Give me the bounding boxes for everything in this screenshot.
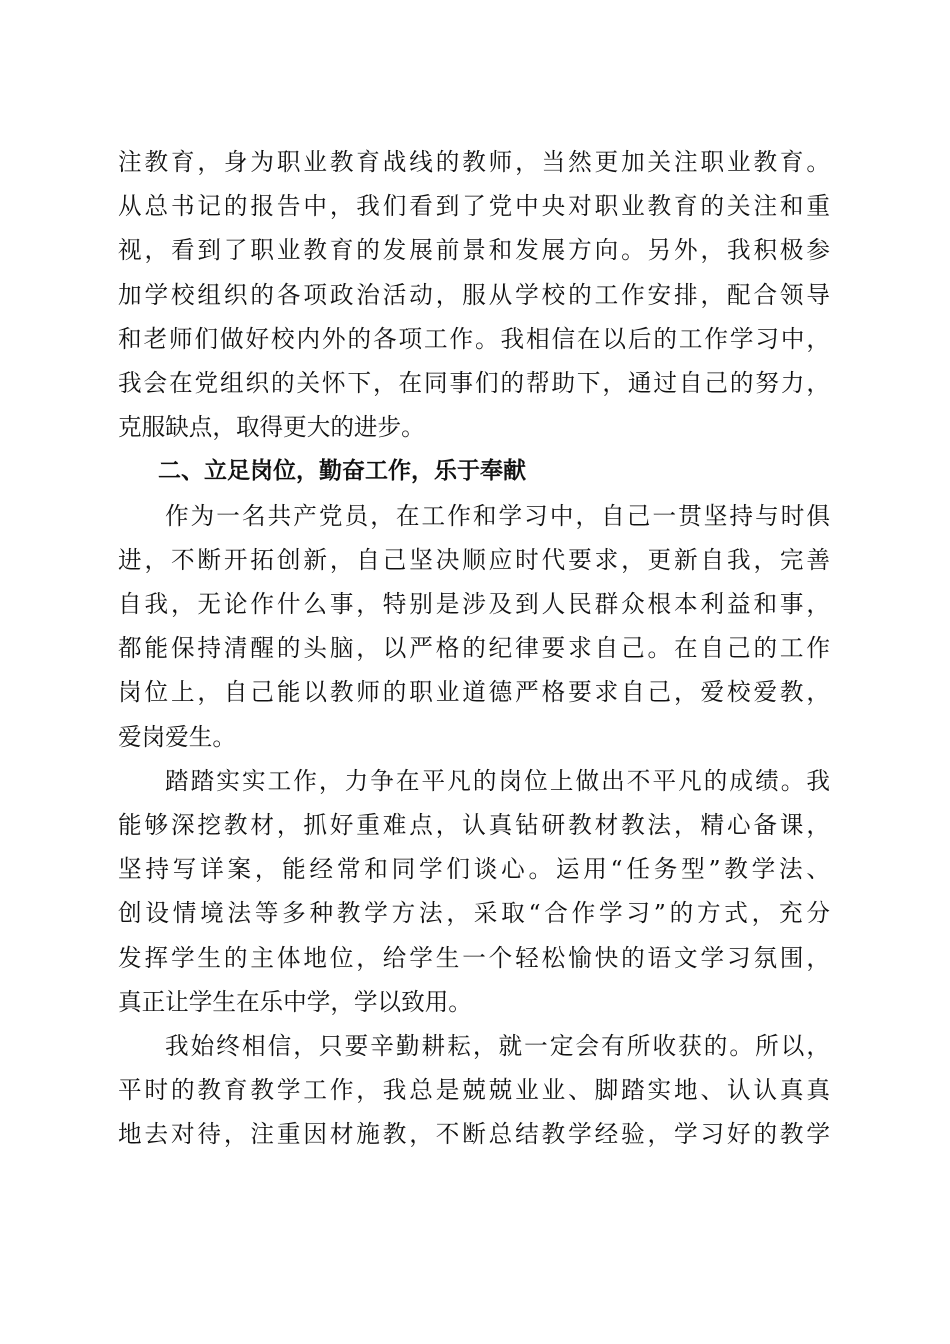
text-line: 都能保持清醒的头脑，以严格的纪律要求自己。在自己的工作 (118, 634, 830, 663)
text-line: 注教育，身为职业教育战线的教师，当然更加关注职业教育。 (118, 148, 830, 176)
text-line: 爱岗爱生。 (118, 722, 236, 751)
text-line: 自我，无论作什么事，特别是涉及到人民群众根本利益和事， (118, 590, 830, 619)
text-line: 作为一名共产党员，在工作和学习中，自己一贯坚持与时俱 (165, 501, 830, 530)
text-line: 视，看到了职业教育的发展前景和发展方向。另外，我积极参 (118, 236, 830, 265)
paragraph-1 (118, 140, 830, 449)
text-line: 我始终相信，只要辛勤耕耘，就一定会有所收获的。所以， (165, 1032, 830, 1061)
text-line: 真正让学生在乐中学，学以致用。 (118, 987, 472, 1016)
document-page (118, 140, 830, 1157)
text-line: 我会在党组织的关怀下，在同事们的帮助下，通过自己的努力， (118, 369, 830, 398)
paragraph-3 (118, 759, 830, 1024)
text-line: 岗位上，自己能以教师的职业道德严格要求自己，爱校爱教， (118, 678, 830, 707)
text-line: 地去对待，注重因材施教，不断总结教学经验，学习好的教学 (118, 1120, 830, 1149)
text-line: 坚持写详案，能经常和同学们谈心。运用“任务型”教学法、 (118, 855, 830, 884)
text-line: 克服缺点，取得更大的进步。 (118, 413, 425, 442)
paragraph-2 (118, 494, 830, 759)
text-line: 从总书记的报告中，我们看到了党中央对职业教育的关注和重 (118, 192, 830, 221)
section-heading: 二、立足岗位，勤奋工作，乐于奉献 (158, 458, 526, 485)
text-line: 平时的教育教学工作，我总是兢兢业业、脚踏实地、认认真真 (118, 1076, 830, 1105)
paragraph-4 (118, 1024, 830, 1157)
text-line: 创设情境法等多种教学方法，采取“合作学习”的方式，充分 (118, 899, 830, 928)
text-line: 加学校组织的各项政治活动，服从学校的工作安排，配合领导 (118, 280, 830, 309)
text-line: 进，不断开拓创新，自己坚决顺应时代要求，更新自我，完善 (118, 545, 830, 574)
text-line: 发挥学生的主体地位，给学生一个轻松愉快的语文学习氛围， (118, 943, 830, 972)
text-line: 踏踏实实工作，力争在平凡的岗位上做出不平凡的成绩。我 (165, 766, 830, 795)
text-line: 和老师们做好校内外的各项工作。我相信在以后的工作学习中， (118, 324, 830, 353)
text-line: 能够深挖教材，抓好重难点，认真钻研教材教法，精心备课， (118, 811, 830, 840)
